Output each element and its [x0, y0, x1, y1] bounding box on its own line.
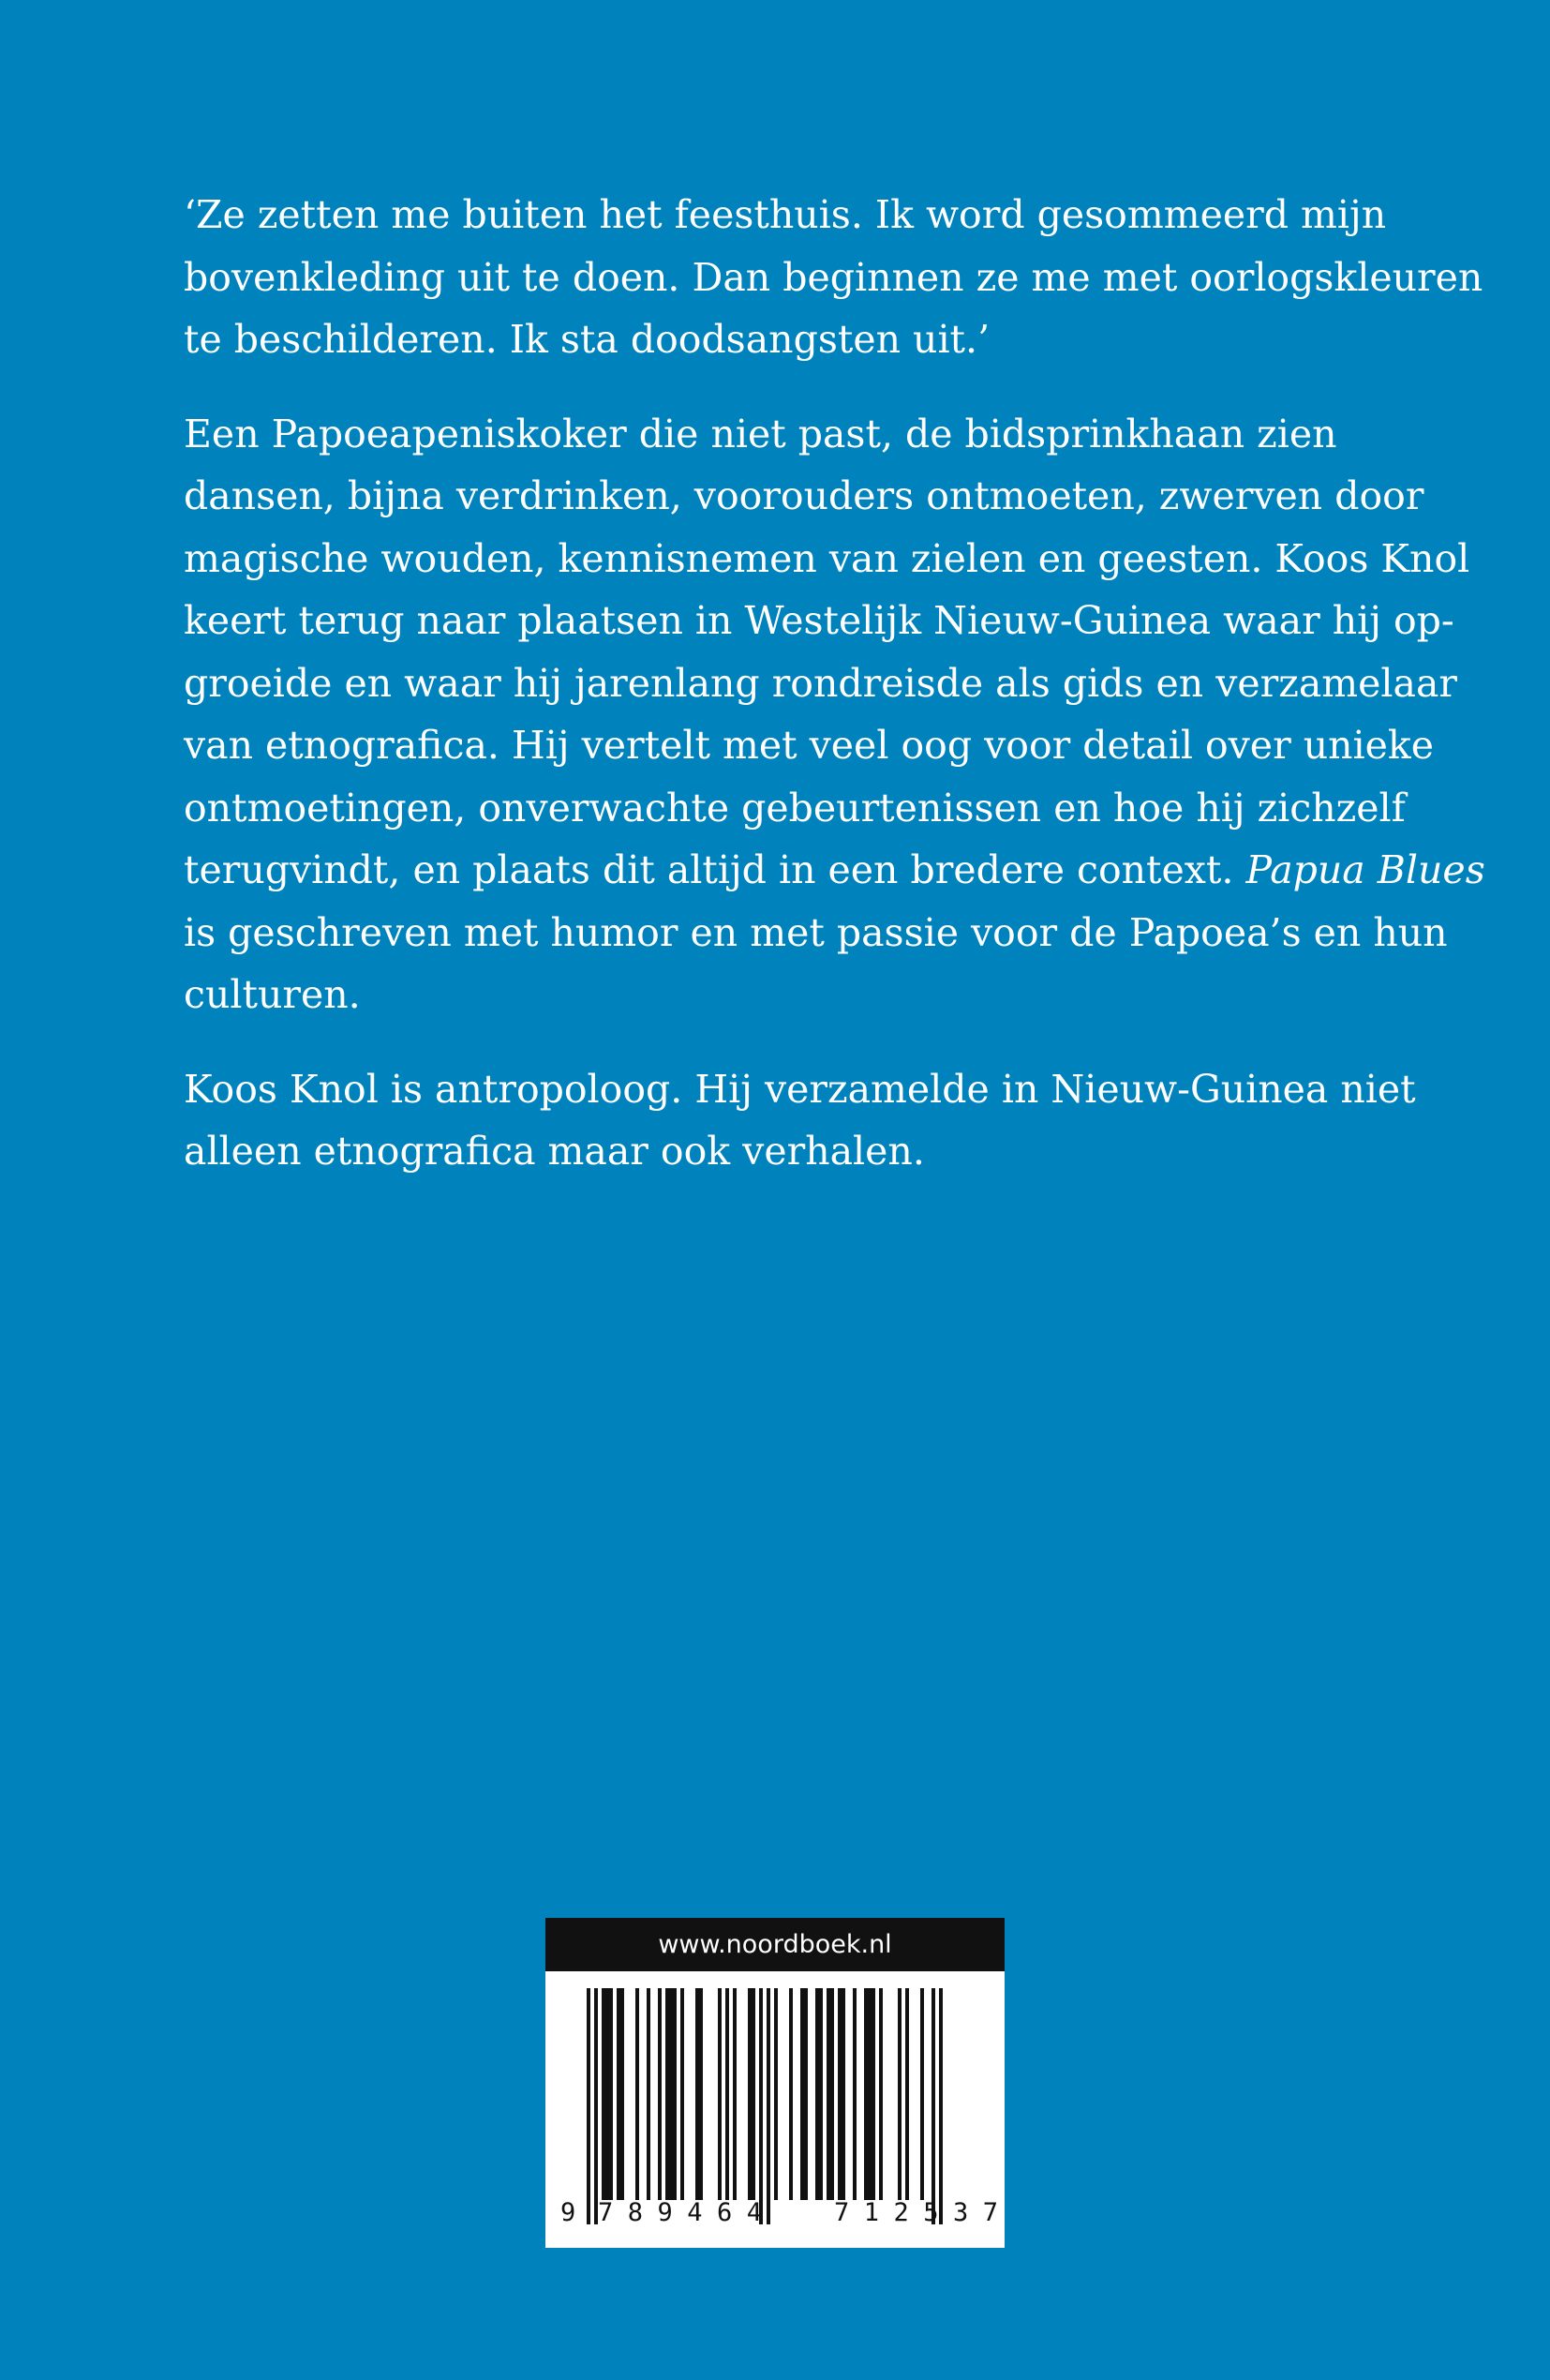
description-line-text: terugvindt, en plaats dit altijd in een bredere context.	[184, 847, 1234, 892]
barcode-bar	[815, 1988, 819, 2200]
barcode-bar	[898, 1988, 902, 2200]
barcode-bar	[609, 1988, 613, 2200]
description-line: van etnografica. Hij vertelt met veel oog voor detail over unieke	[184, 723, 1435, 768]
description-line: groeide en waar hij jarenlang rondreisde als gids en verzamelaar	[184, 660, 1458, 706]
author-bio-paragraph	[184, 1058, 1416, 1183]
barcode-bar	[804, 1988, 808, 2200]
barcode-bar	[605, 1988, 609, 2200]
barcode-bar	[699, 1988, 703, 2200]
publisher-website: www.noordboek.nl	[545, 1918, 1005, 1971]
barcode-bar	[868, 1988, 872, 2200]
description-paragraph	[184, 403, 1485, 1026]
barcode-guard-bar	[587, 1988, 590, 2224]
description-line: Een Papoeapeniskoker die niet past, de bidsprinkhaan zien	[184, 411, 1337, 457]
barcode-bar	[800, 1988, 804, 2200]
quote-line: te beschilderen. Ik sta doodsangsten uit.’	[184, 317, 991, 362]
barcode-bar	[620, 1988, 624, 2200]
barcode-bar	[673, 1988, 677, 2200]
isbn-digit-group-right: 712537	[834, 2198, 1013, 2227]
description-line: magische wouden, kennisnemen van zielen en geesten. Koos Knol	[184, 535, 1470, 581]
barcode-bar	[647, 1988, 650, 2200]
barcode-bar	[635, 1988, 639, 2200]
barcode-bar	[872, 1988, 875, 2200]
barcode-bar	[853, 1988, 857, 2200]
bio-line: alleen etnografica maar ook verhalen.	[184, 1129, 925, 1174]
description-line	[184, 839, 1485, 902]
barcode-bar	[842, 1988, 845, 2200]
barcode-bar	[838, 1988, 842, 2200]
barcode-bar	[617, 1988, 620, 2200]
barcode-bar	[602, 1988, 605, 2200]
bio-line: Koos Knol is antropoloog. Hij verzamelde in Nieuw-Guinea niet	[184, 1066, 1416, 1112]
description-line: culturen.	[184, 972, 361, 1017]
barcode-bar	[695, 1988, 699, 2200]
blurb-text	[184, 184, 1485, 1215]
barcode-bar	[920, 1988, 924, 2200]
barcode-guard-bar	[931, 1988, 935, 2224]
barcode-panel	[545, 1918, 1013, 2248]
quote-line: bovenkleding uit te doen. Dan beginnen ze me met oorlogskleuren	[184, 254, 1483, 300]
barcode-bar	[879, 1988, 883, 2200]
barcode-bar	[752, 1988, 755, 2200]
barcode-bar	[733, 1988, 737, 2200]
barcode-bar	[725, 1988, 729, 2200]
barcode-guard-bar	[594, 1988, 598, 2224]
description-line: keert terug naar plaatsen in Westelijk Nieuw-Guinea waar hij op-	[184, 598, 1454, 643]
book-title: Papua Blues	[1245, 847, 1485, 892]
description-line: dansen, bijna verdrinken, voorouders ontmoeten, zwerven door	[184, 473, 1424, 518]
barcode-bar	[830, 1988, 834, 2200]
barcode-bar	[789, 1988, 793, 2200]
barcode-bar	[905, 1988, 909, 2200]
barcode-bar	[658, 1988, 662, 2200]
description-line: ontmoetingen, onverwachte gebeurtenissen en hoe hij zichzelf	[184, 785, 1406, 831]
barcode-guard-bar	[759, 1988, 763, 2224]
barcode-guard-bar	[767, 1988, 770, 2224]
isbn-digits	[560, 2197, 1013, 2229]
barcode-bar	[819, 1988, 823, 2200]
isbn-digit-group-left: 789464	[598, 2198, 777, 2227]
quote-paragraph	[184, 184, 1483, 371]
barcode-bar	[680, 1988, 684, 2200]
quote-line: ‘Ze zetten me buiten het feesthuis. Ik word gesommeerd mijn	[184, 192, 1387, 237]
barcode-bar	[718, 1988, 722, 2200]
barcode-guard-bar	[939, 1988, 943, 2224]
isbn-digit-prefix: 9	[560, 2198, 576, 2227]
barcode-bar	[774, 1988, 778, 2200]
barcode-bar	[748, 1988, 752, 2200]
description-line: is geschreven met humor en met passie voor de Papoea’s en hun	[184, 909, 1448, 955]
barcode-bar	[665, 1988, 669, 2200]
barcode-bar	[669, 1988, 673, 2200]
barcode-bar	[827, 1988, 830, 2200]
barcode-bar	[864, 1988, 868, 2200]
